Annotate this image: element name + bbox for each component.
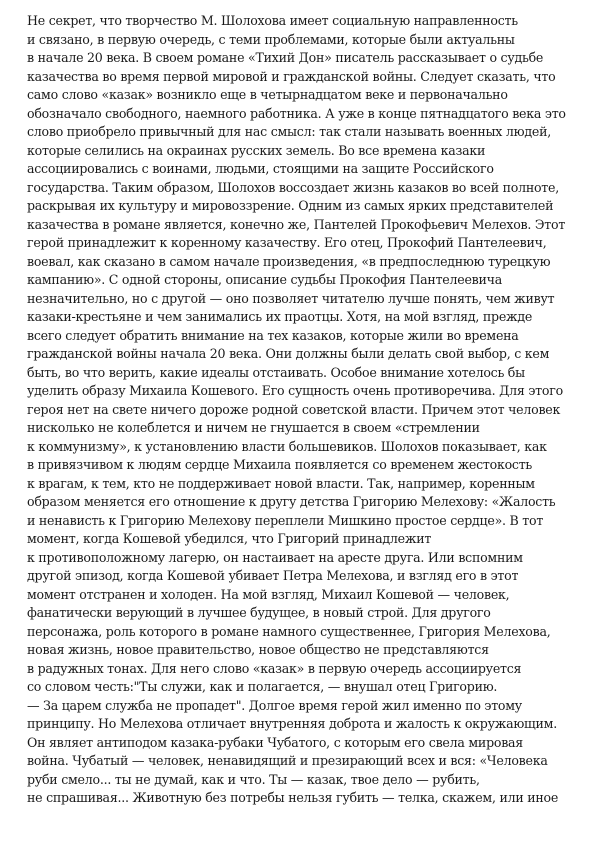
text-line: война. Чубатый — человек, ненавидящий и презирающий всех и вся: «Человека: [27, 753, 548, 768]
text-line: кампанию». С одной стороны, описание судьбы Прокофия Пантелеевича: [27, 272, 502, 287]
text-line: руби смело... ты не думай, как и что. Ты — казак, твое дело — рубить,: [27, 771, 480, 787]
text-line: которые селились на окраинах русских земель. Во все времена казаки: [27, 142, 486, 158]
text-line: обозначало свободного, наемного работника. А уже в конце пятнадцатого века это: [27, 105, 566, 121]
text-line: Он являет антиподом казака-рубаки Чубатого, с которым его свела мировая: [27, 734, 524, 750]
text-line: в начале 20 века. В своем романе «Тихий Дон» писатель рассказывает о судьбе: [27, 50, 544, 65]
text-line: нисколько не колеблется и ничем не гнушается в своем «стремлении: [27, 420, 480, 435]
text-line: фанатически верующий в лучшее будущее, в новый строй. Для другого: [27, 605, 491, 620]
text-line: ассоциировались с воинами, людьми, стоящими на защите Российского: [27, 161, 494, 176]
text-line: государства. Таким образом, Шолохов воссоздает жизнь казаков во всей полноте,: [27, 179, 559, 195]
text-line: к врагам, к тем, кто не поддерживает новой власти. Так, например, коренным: [27, 475, 535, 491]
text-line: гражданской войны начала 20 века. Они должны были делать свой выбор, с кем: [27, 346, 550, 361]
text-line: в привязчивом к людям сердце Михаила появляется со временем жестокость: [27, 457, 533, 472]
text-line: Не секрет, что творчество М. Шолохова имеет социальную направленность: [27, 13, 518, 28]
text-line: казаки-крестьяне и чем занимались их праотцы. Хотя, на мой взгляд, прежде: [27, 309, 533, 324]
text-line: к коммунизму», к установлению власти большевиков. Шолохов показывает, как: [27, 438, 547, 454]
text-line: быть, во что верить, какие идеалы отстаивать. Особое внимание хотелось бы: [27, 364, 525, 380]
text-line: воевал, как сказано в самом начале произведения, «в предпоследнюю турецкую: [27, 253, 551, 269]
text-line: новая жизнь, новое правительство, новое общество не представляются: [27, 642, 489, 657]
text-line: раскрывая их культуру и мировоззрение. Одним из самых ярких представителей: [27, 198, 554, 213]
text-line: уделить образу Михаила Кошевого. Его сущность очень противоречива. Для этого: [27, 383, 563, 398]
text-line: момент, когда Кошевой убедился, что Григорий принадлежит: [27, 531, 432, 546]
text-line: не спрашивая... Животную без потребы нельзя губить — телка, скажем, или иное: [27, 790, 559, 805]
text-line: казачества во время первой мировой и гражданской войны. Следует сказать, что: [27, 68, 556, 84]
text-line: героя нет на свете ничего дороже родной советской власти. Причем этот человек: [27, 401, 561, 417]
text-line: само слово «казак» возникло еще в четырнадцатом веке и первоначально: [27, 87, 508, 102]
text-line: образом меняется его отношение к другу детства Григорию Мелехову: «Жалость: [27, 494, 556, 509]
text-line: казачества в романе является, конечно же, Пантелей Прокофьевич Мелехов. Этот: [27, 216, 566, 232]
text-line: со словом честь:"Ты служи, как и полагается, — внушал отец Григорию.: [27, 679, 498, 694]
text-line: всего следует обратить внимание на тех казаков, которые жили во времена: [27, 327, 519, 343]
text-line: принципу. Но Мелехова отличает внутренняя доброта и жалость к окружающим.: [27, 716, 557, 731]
text-line: и связано, в первую очередь, с теми проблемами, которые были актуальны: [27, 31, 515, 47]
body-text: [27, 12, 587, 808]
text-line: — За царем служба не пропадет". Долгое время герой жил именно по этому: [27, 697, 522, 713]
text-line: герой принадлежит к коренному казачеству. Его отец, Прокофий Пантелеевич,: [27, 235, 547, 250]
text-line: персонажа, роль которого в романе намного существеннее, Григория Мелехова,: [27, 623, 551, 639]
text-line: к противоположному лагерю, он настаивает на аресте друга. Или вспомним: [27, 549, 523, 565]
text-line: и ненависть к Григорию Мелехову переплели Мишкино простое сердце». В тот: [27, 512, 544, 528]
text-line: в радужных тонах. Для него слово «казак» в первую очередь ассоциируется: [27, 660, 522, 676]
text-line: слово приобрело привычный для нас смысл: так стали называть военных людей,: [27, 124, 551, 139]
text-line: незначительно, но с другой — оно позволяет читателю лучше понять, чем живут: [27, 290, 555, 306]
text-line: другой эпизод, когда Кошевой убивает Петра Мелехова, и взгляд его в этот: [27, 568, 519, 583]
text-line: момент отстранен и холоден. На мой взгляд, Михаил Кошевой — человек,: [27, 586, 510, 602]
